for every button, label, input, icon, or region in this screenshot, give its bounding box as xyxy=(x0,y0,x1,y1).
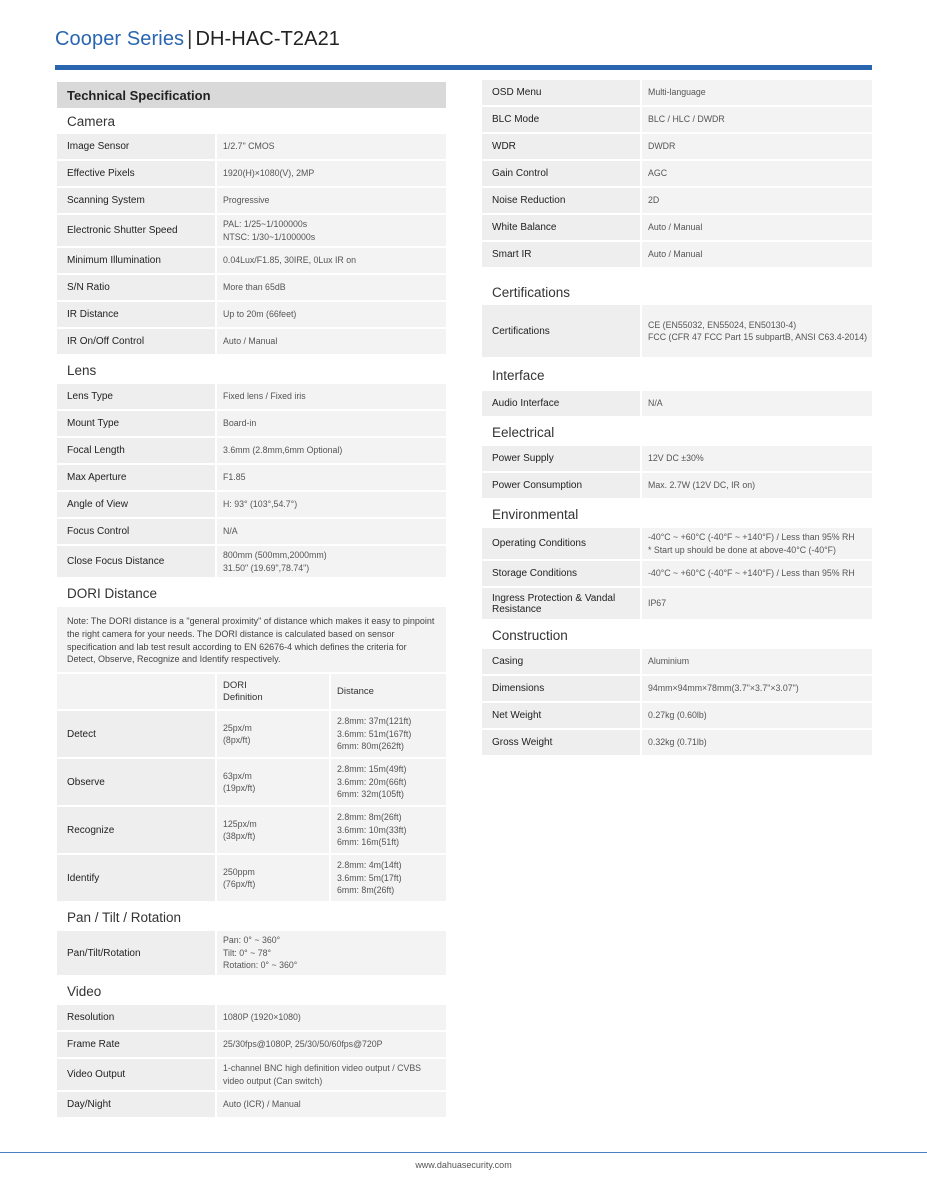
spec-value-line: N/A xyxy=(648,398,663,409)
spec-label: Resolution xyxy=(57,1005,215,1030)
spec-value xyxy=(642,188,872,213)
spec-row xyxy=(482,730,872,755)
dori-definition-line: (19px/ft) xyxy=(223,783,256,794)
spec-value xyxy=(642,446,872,471)
spec-row xyxy=(482,107,872,132)
section-title: Lens xyxy=(67,362,97,378)
spec-label: S/N Ratio xyxy=(57,275,215,300)
footer-rule xyxy=(0,1152,927,1153)
spec-label: Casing xyxy=(482,649,640,674)
spec-label: Scanning System xyxy=(57,188,215,213)
spec-value xyxy=(642,391,872,416)
spec-row xyxy=(482,473,872,498)
spec-value-line: Multi-language xyxy=(648,87,706,98)
spec-row xyxy=(57,411,446,436)
spec-value-line: Fixed lens / Fixed iris xyxy=(223,391,306,402)
title-separator: | xyxy=(187,28,193,50)
spec-value-line: 2D xyxy=(648,195,660,206)
spec-row xyxy=(482,649,872,674)
spec-value-line: Auto / Manual xyxy=(223,336,278,347)
spec-value xyxy=(217,215,446,246)
spec-value-line: Board-in xyxy=(223,418,257,429)
dori-row xyxy=(57,711,446,757)
spec-value xyxy=(217,492,446,517)
section-title: Eelectrical xyxy=(492,424,555,440)
spec-value xyxy=(642,703,872,728)
dori-definition xyxy=(217,759,329,805)
footer-url: www.dahuasecurity.com xyxy=(415,1160,512,1170)
spec-label: Focus Control xyxy=(57,519,215,544)
spec-value-line: 3.6mm (2.8mm,6mm Optional) xyxy=(223,445,343,456)
dori-definition-line: 25px/m xyxy=(223,722,252,733)
dori-header-blank xyxy=(57,674,215,709)
dori-definition-line: 63px/m xyxy=(223,770,252,781)
spec-value-line: Auto (ICR) / Manual xyxy=(223,1099,301,1110)
spec-value xyxy=(642,161,872,186)
spec-label: OSD Menu xyxy=(482,80,640,105)
dori-definition-line: (38px/ft) xyxy=(223,831,256,842)
spec-value xyxy=(217,438,446,463)
dori-definition-line: (8px/ft) xyxy=(223,735,251,746)
spec-label: Gross Weight xyxy=(482,730,640,755)
spec-row xyxy=(482,588,872,619)
spec-row xyxy=(57,492,446,517)
spec-label: Lens Type xyxy=(57,384,215,409)
spec-row xyxy=(482,305,872,357)
section-title: Construction xyxy=(492,627,568,643)
spec-value xyxy=(217,329,446,354)
dori-distance xyxy=(331,855,446,901)
spec-value-line: -40°C ~ +60°C (-40°F ~ +140°F) / Less than 95% RH xyxy=(648,532,855,542)
dori-distance-line: 6mm: 32m(105ft) xyxy=(337,789,404,800)
header-rule xyxy=(55,65,872,70)
spec-row xyxy=(57,248,446,273)
spec-value-line: 1080P (1920×1080) xyxy=(223,1012,301,1023)
spec-row xyxy=(482,161,872,186)
spec-label: Minimum Illumination xyxy=(57,248,215,273)
dori-level: Identify xyxy=(57,855,215,901)
spec-value xyxy=(217,1032,446,1057)
spec-value xyxy=(642,649,872,674)
spec-value xyxy=(217,275,446,300)
spec-value xyxy=(217,302,446,327)
spec-value-line: Auto / Manual xyxy=(648,249,703,260)
dori-distance-line: 3.6mm: 5m(17ft) xyxy=(337,872,402,883)
spec-value xyxy=(642,107,872,132)
spec-row xyxy=(482,561,872,586)
dori-definition xyxy=(217,711,329,757)
dori-definition-line: (76px/ft) xyxy=(223,879,256,890)
dori-level: Recognize xyxy=(57,807,215,853)
spec-label: Noise Reduction xyxy=(482,188,640,213)
spec-value-line: 1920(H)×1080(V), 2MP xyxy=(223,168,315,179)
spec-value xyxy=(217,1005,446,1030)
spec-value-line: 800mm (500mm,2000mm) xyxy=(223,550,327,560)
spec-label: Close Focus Distance xyxy=(57,546,215,577)
spec-label: Max Aperture xyxy=(57,465,215,490)
spec-label: Certifications xyxy=(482,305,640,357)
right-column xyxy=(482,80,872,757)
dori-distance-line: 3.6mm: 10m(33ft) xyxy=(337,824,407,835)
spec-label: Audio Interface xyxy=(482,391,640,416)
spec-value xyxy=(217,465,446,490)
spec-value xyxy=(217,1092,446,1117)
dori-distance-line: 6mm: 80m(262ft) xyxy=(337,741,404,752)
spec-value xyxy=(642,676,872,701)
spec-value xyxy=(217,411,446,436)
spec-value xyxy=(642,242,872,267)
spec-value-line: H: 93° (103°,54.7°) xyxy=(223,499,298,510)
spec-label: Net Weight xyxy=(482,703,640,728)
spec-value-line: 1-channel BNC high definition video output / CVBS xyxy=(223,1063,422,1074)
spec-value-line: AGC xyxy=(648,168,668,179)
dori-header-row xyxy=(57,674,446,709)
spec-value xyxy=(642,305,872,357)
spec-value-line: IP67 xyxy=(648,598,667,609)
dori-level: Detect xyxy=(57,711,215,757)
spec-row xyxy=(482,80,872,105)
spec-row xyxy=(57,546,446,577)
spec-value-line: Tilt: 0° ~ 78° xyxy=(223,947,272,958)
spec-row xyxy=(482,215,872,240)
spec-value xyxy=(642,561,872,586)
spec-value xyxy=(217,384,446,409)
spec-value-line: DWDR xyxy=(648,141,676,152)
left-column xyxy=(57,80,446,1119)
spec-value-line: BLC / HLC / DWDR xyxy=(648,114,725,125)
spec-value xyxy=(217,519,446,544)
spec-label: IR Distance xyxy=(57,302,215,327)
spec-value-line: video output (Can switch) xyxy=(223,1075,323,1086)
spec-row xyxy=(482,703,872,728)
spec-value-line: 94mm×94mm×78mm(3.7"×3.7"×3.07") xyxy=(648,683,799,694)
section-title: Certifications xyxy=(492,284,571,300)
spec-label: Gain Control xyxy=(482,161,640,186)
spec-value xyxy=(642,730,872,755)
spec-label: BLC Mode xyxy=(482,107,640,132)
spec-value-line: Up to 20m (66feet) xyxy=(223,309,297,320)
spec-row xyxy=(57,519,446,544)
spec-value-line: 25/30fps@1080P, 25/30/50/60fps@720P xyxy=(223,1039,383,1050)
spec-label: Image Sensor xyxy=(57,134,215,159)
spec-row xyxy=(482,391,872,416)
spec-value xyxy=(642,80,872,105)
section-title: Interface xyxy=(492,367,545,383)
dori-distance xyxy=(331,759,446,805)
spec-value-line: * Start up should be done at above-40°C (-40°F) xyxy=(648,544,836,555)
spec-banner: Technical Specification xyxy=(57,82,446,108)
spec-row xyxy=(57,161,446,186)
spec-label: Video Output xyxy=(57,1059,215,1090)
dori-distance xyxy=(331,711,446,757)
spec-value-line: CE (EN55032, EN55024, EN50130-4) xyxy=(648,319,797,330)
spec-value-line: 31.50" (19.69",78.74") xyxy=(223,562,310,573)
spec-label: Storage Conditions xyxy=(482,561,640,586)
spec-value-line: FCC (CFR 47 FCC Part 15 subpartB, ANSI C63.4-2014) xyxy=(648,332,868,342)
spec-value xyxy=(642,473,872,498)
dori-definition xyxy=(217,855,329,901)
dori-row xyxy=(57,855,446,901)
series-name: Cooper Series xyxy=(55,28,185,50)
spec-value-line: F1.85 xyxy=(223,472,246,483)
spec-label: WDR xyxy=(482,134,640,159)
section-title: Environmental xyxy=(492,506,579,522)
dori-distance-line: 6mm: 16m(51ft) xyxy=(337,837,400,848)
section-title: Pan / Tilt / Rotation xyxy=(67,909,182,925)
spec-label: White Balance xyxy=(482,215,640,240)
spec-row xyxy=(57,1005,446,1030)
spec-value-line: Pan: 0° ~ 360° xyxy=(223,935,281,946)
spec-row xyxy=(482,528,872,559)
dori-definition-line: 250ppm xyxy=(223,866,255,877)
dori-row xyxy=(57,759,446,805)
spec-label: Power Supply xyxy=(482,446,640,471)
spec-value-line: 0.32kg (0.71lb) xyxy=(648,737,707,748)
spec-value-line: PAL: 1/25~1/100000s xyxy=(223,219,308,229)
spacer xyxy=(482,269,872,279)
dori-distance-line: 3.6mm: 51m(167ft) xyxy=(337,728,412,739)
spec-label: Pan/Tilt/Rotation xyxy=(57,931,215,975)
spec-row xyxy=(482,446,872,471)
spec-row xyxy=(482,676,872,701)
section-title: Video xyxy=(67,983,102,999)
spec-value xyxy=(642,215,872,240)
spec-value-line: NTSC: 1/30~1/100000s xyxy=(223,231,316,242)
spec-value xyxy=(642,134,872,159)
dori-definition-line: 125px/m xyxy=(223,818,257,829)
spec-value-line: More than 65dB xyxy=(223,282,286,293)
model-name: DH-HAC-T2A21 xyxy=(195,28,341,50)
spec-row xyxy=(57,384,446,409)
spec-label: Focal Length xyxy=(57,438,215,463)
spec-row xyxy=(57,1059,446,1090)
spec-value xyxy=(217,161,446,186)
spec-value-line: 0.27kg (0.60lb) xyxy=(648,710,707,721)
spec-row xyxy=(57,302,446,327)
dori-distance xyxy=(331,807,446,853)
spec-value-line: Max. 2.7W (12V DC, IR on) xyxy=(648,480,756,491)
spec-value xyxy=(217,931,446,975)
spec-value xyxy=(217,1059,446,1090)
spec-row xyxy=(57,1092,446,1117)
spec-row xyxy=(57,329,446,354)
dori-header-distance: Distance xyxy=(331,674,446,709)
spec-label: Frame Rate xyxy=(57,1032,215,1057)
spec-value-line: Rotation: 0° ~ 360° xyxy=(223,960,298,971)
spec-value xyxy=(217,188,446,213)
section-title: Camera xyxy=(67,113,116,129)
dori-distance-line: 6mm: 8m(26ft) xyxy=(337,885,395,896)
spec-label: IR On/Off Control xyxy=(57,329,215,354)
dori-distance-line: 2.8mm: 8m(26ft) xyxy=(337,812,402,823)
document-title xyxy=(55,28,340,51)
spec-label: Mount Type xyxy=(57,411,215,436)
spec-row xyxy=(482,188,872,213)
spec-row xyxy=(482,134,872,159)
spec-value xyxy=(642,588,872,619)
spec-row xyxy=(57,215,446,246)
spec-value xyxy=(217,248,446,273)
dori-distance-line: 2.8mm: 37m(121ft) xyxy=(337,716,412,727)
section-title: DORI Distance xyxy=(67,585,158,601)
spec-row xyxy=(57,931,446,975)
spec-value-line: Auto / Manual xyxy=(648,222,703,233)
spec-value-line: 12V DC ±30% xyxy=(648,453,704,464)
dori-distance-line: 3.6mm: 20m(66ft) xyxy=(337,776,407,787)
dori-note: Note: The DORI distance is a "general proximity" of distance which makes it easy to pinpoint the right camera for your needs. The DORI distance is calculated based on sensor specification and lab test result according to EN 62676-4 which defines the criteria for Detect, Observe, Recognize and Identify respectively. xyxy=(57,607,446,672)
spec-value-line: Progressive xyxy=(223,195,270,206)
spec-label: Ingress Protection & Vandal Resistance xyxy=(482,588,640,619)
spec-row xyxy=(57,465,446,490)
spec-label: Day/Night xyxy=(57,1092,215,1117)
spec-value-line: 1/2.7" CMOS xyxy=(223,141,275,152)
spec-label: Operating Conditions xyxy=(482,528,640,559)
spec-label: Angle of View xyxy=(57,492,215,517)
dori-definition xyxy=(217,807,329,853)
spec-row xyxy=(482,242,872,267)
spec-row xyxy=(57,134,446,159)
spec-value xyxy=(217,134,446,159)
dori-row xyxy=(57,807,446,853)
spec-value-line: 0.04Lux/F1.85, 30IRE, 0Lux IR on xyxy=(223,255,357,266)
spec-value-line: Aluminium xyxy=(648,656,690,667)
spec-row xyxy=(57,1032,446,1057)
dori-distance-line: 2.8mm: 4m(14ft) xyxy=(337,860,402,871)
spec-label: Power Consumption xyxy=(482,473,640,498)
spec-value xyxy=(217,546,446,577)
spec-value xyxy=(642,528,872,559)
spec-label: Dimensions xyxy=(482,676,640,701)
spec-label: Smart IR xyxy=(482,242,640,267)
spec-row xyxy=(57,275,446,300)
spec-row xyxy=(57,188,446,213)
spec-label: Effective Pixels xyxy=(57,161,215,186)
dori-level: Observe xyxy=(57,759,215,805)
dori-header-definition: DORI Definition xyxy=(217,674,329,709)
dori-distance-line: 2.8mm: 15m(49ft) xyxy=(337,764,407,775)
spec-value-line: N/A xyxy=(223,526,238,537)
spec-value-line: -40°C ~ +60°C (-40°F ~ +140°F) / Less than 95% RH xyxy=(648,568,855,579)
spec-row xyxy=(57,438,446,463)
spec-label: Electronic Shutter Speed xyxy=(57,215,215,246)
